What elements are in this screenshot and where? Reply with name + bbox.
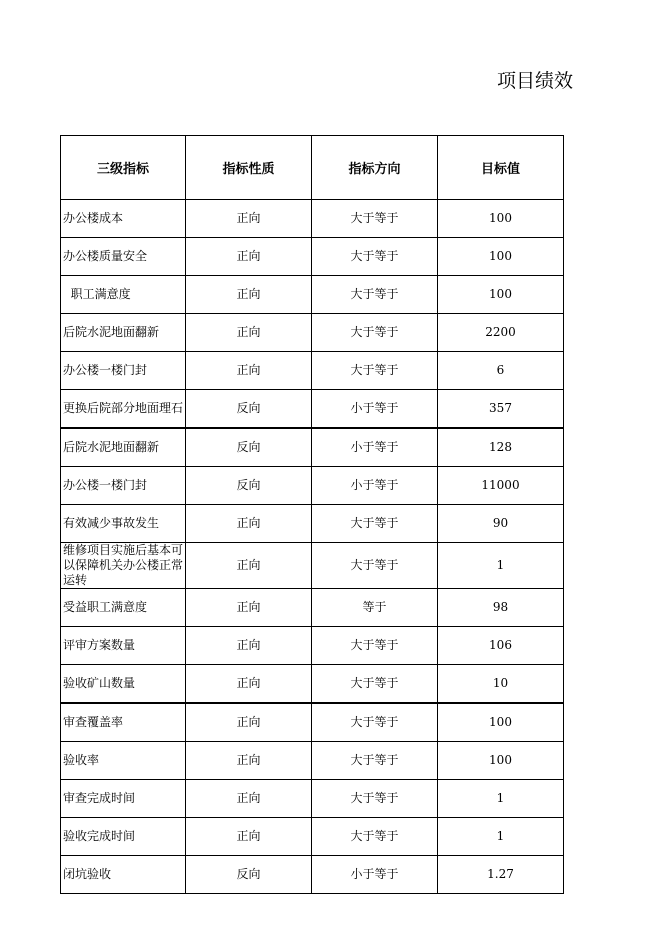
table-row bbox=[61, 665, 564, 704]
header-indicator: 三级指标 bbox=[61, 136, 186, 200]
indicator-cell: 后院水泥地面翻新 bbox=[61, 428, 186, 467]
header-nature: 指标性质 bbox=[186, 136, 312, 200]
nature-cell: 正向 bbox=[186, 314, 312, 352]
indicator-cell: 维修项目实施后基本可以保障机关办公楼正常运转 bbox=[61, 543, 186, 589]
target-cell: 106 bbox=[438, 627, 564, 665]
indicator-cell: 办公楼一楼门封 bbox=[61, 352, 186, 390]
indicator-cell: 评审方案数量 bbox=[61, 627, 186, 665]
table-row bbox=[61, 742, 564, 780]
indicator-cell: 办公楼质量安全 bbox=[61, 238, 186, 276]
target-cell: 1 bbox=[438, 780, 564, 818]
indicator-cell: 闭坑验收 bbox=[61, 856, 186, 894]
direction-cell: 大于等于 bbox=[312, 276, 438, 314]
nature-cell: 反向 bbox=[186, 390, 312, 429]
nature-cell: 正向 bbox=[186, 589, 312, 627]
direction-cell: 大于等于 bbox=[312, 703, 438, 742]
target-cell: 1.27 bbox=[438, 856, 564, 894]
indicator-cell: 职工满意度 bbox=[61, 276, 186, 314]
target-cell: 1 bbox=[438, 818, 564, 856]
nature-cell: 正向 bbox=[186, 780, 312, 818]
target-cell: 11000 bbox=[438, 467, 564, 505]
indicator-cell: 验收矿山数量 bbox=[61, 665, 186, 704]
nature-cell: 正向 bbox=[186, 352, 312, 390]
indicator-cell: 验收完成时间 bbox=[61, 818, 186, 856]
table-row bbox=[61, 428, 564, 467]
table-row bbox=[61, 856, 564, 894]
direction-cell: 等于 bbox=[312, 589, 438, 627]
table-row bbox=[61, 390, 564, 429]
direction-cell: 大于等于 bbox=[312, 665, 438, 704]
table-row bbox=[61, 627, 564, 665]
header-target: 目标值 bbox=[438, 136, 564, 200]
direction-cell: 小于等于 bbox=[312, 428, 438, 467]
target-cell: 10 bbox=[438, 665, 564, 704]
target-cell: 90 bbox=[438, 505, 564, 543]
direction-cell: 大于等于 bbox=[312, 352, 438, 390]
direction-cell: 大于等于 bbox=[312, 200, 438, 238]
table-row bbox=[61, 314, 564, 352]
indicator-cell: 有效减少事故发生 bbox=[61, 505, 186, 543]
direction-cell: 小于等于 bbox=[312, 856, 438, 894]
nature-cell: 正向 bbox=[186, 665, 312, 704]
nature-cell: 反向 bbox=[186, 428, 312, 467]
direction-cell: 大于等于 bbox=[312, 505, 438, 543]
indicator-cell: 更换后院部分地面理石 bbox=[61, 390, 186, 429]
indicator-cell: 受益职工满意度 bbox=[61, 589, 186, 627]
target-cell: 100 bbox=[438, 238, 564, 276]
direction-cell: 大于等于 bbox=[312, 742, 438, 780]
table-row bbox=[61, 543, 564, 589]
table-row bbox=[61, 589, 564, 627]
target-cell: 2200 bbox=[438, 314, 564, 352]
nature-cell: 正向 bbox=[186, 818, 312, 856]
indicator-cell: 验收率 bbox=[61, 742, 186, 780]
direction-cell: 大于等于 bbox=[312, 314, 438, 352]
table-row bbox=[61, 352, 564, 390]
direction-cell: 小于等于 bbox=[312, 390, 438, 429]
nature-cell: 正向 bbox=[186, 200, 312, 238]
direction-cell: 大于等于 bbox=[312, 780, 438, 818]
target-cell: 6 bbox=[438, 352, 564, 390]
indicator-table bbox=[60, 135, 564, 894]
indicator-cell: 办公楼成本 bbox=[61, 200, 186, 238]
nature-cell: 正向 bbox=[186, 742, 312, 780]
indicator-cell: 审查完成时间 bbox=[61, 780, 186, 818]
target-cell: 357 bbox=[438, 390, 564, 429]
target-cell: 1 bbox=[438, 543, 564, 589]
table-row bbox=[61, 238, 564, 276]
nature-cell: 反向 bbox=[186, 467, 312, 505]
direction-cell: 大于等于 bbox=[312, 543, 438, 589]
indicator-cell: 后院水泥地面翻新 bbox=[61, 314, 186, 352]
direction-cell: 大于等于 bbox=[312, 818, 438, 856]
header-direction: 指标方向 bbox=[312, 136, 438, 200]
table-row bbox=[61, 467, 564, 505]
direction-cell: 小于等于 bbox=[312, 467, 438, 505]
page-title: 项目绩效 bbox=[497, 70, 574, 92]
nature-cell: 正向 bbox=[186, 276, 312, 314]
target-cell: 100 bbox=[438, 276, 564, 314]
direction-cell: 大于等于 bbox=[312, 627, 438, 665]
table-row bbox=[61, 505, 564, 543]
indicator-cell: 办公楼一楼门封 bbox=[61, 467, 186, 505]
target-cell: 128 bbox=[438, 428, 564, 467]
target-cell: 98 bbox=[438, 589, 564, 627]
table-row bbox=[61, 200, 564, 238]
target-cell: 100 bbox=[438, 200, 564, 238]
nature-cell: 正向 bbox=[186, 703, 312, 742]
table-row bbox=[61, 780, 564, 818]
direction-cell: 大于等于 bbox=[312, 238, 438, 276]
nature-cell: 反向 bbox=[186, 856, 312, 894]
header-row bbox=[61, 136, 564, 200]
table-row bbox=[61, 276, 564, 314]
indicator-cell: 审查覆盖率 bbox=[61, 703, 186, 742]
target-cell: 100 bbox=[438, 703, 564, 742]
nature-cell: 正向 bbox=[186, 627, 312, 665]
target-cell: 100 bbox=[438, 742, 564, 780]
table-row bbox=[61, 818, 564, 856]
nature-cell: 正向 bbox=[186, 238, 312, 276]
table-row bbox=[61, 703, 564, 742]
nature-cell: 正向 bbox=[186, 543, 312, 589]
nature-cell: 正向 bbox=[186, 505, 312, 543]
